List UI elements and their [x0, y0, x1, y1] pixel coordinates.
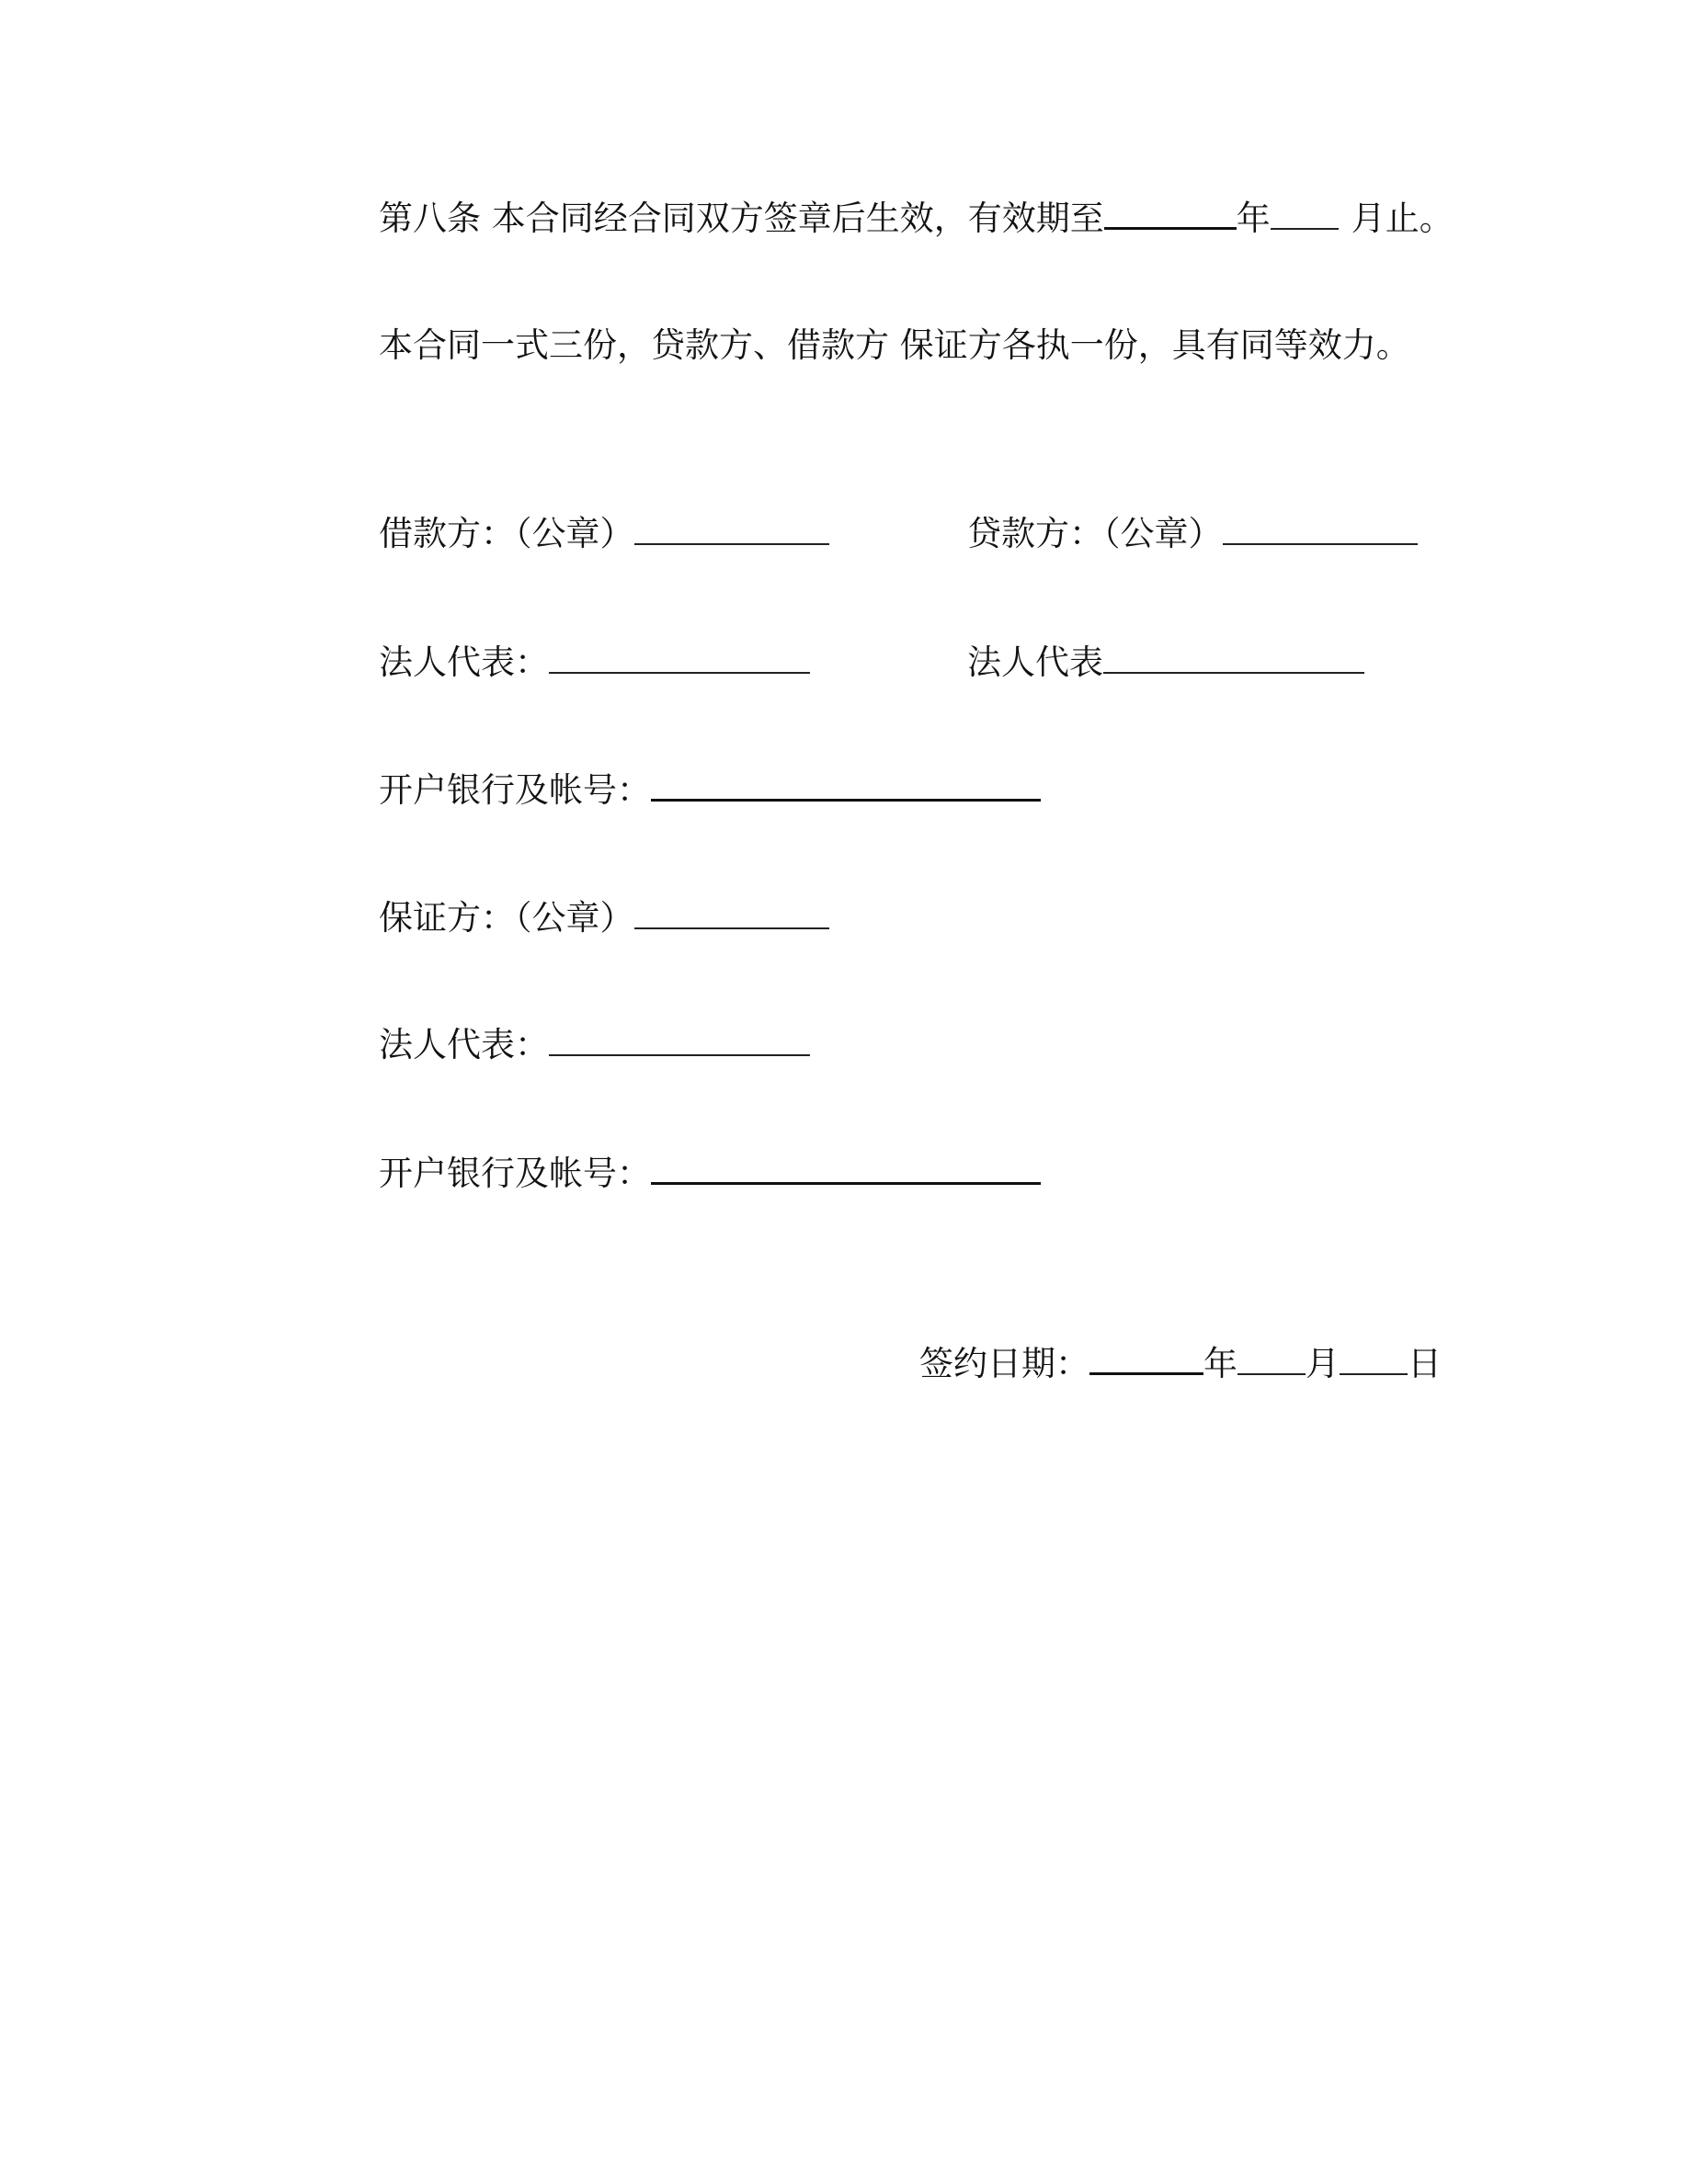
- signing-day-blank[interactable]: [1340, 1344, 1408, 1375]
- signing-month-blank[interactable]: [1237, 1344, 1306, 1375]
- lender-seal-blank[interactable]: [1223, 514, 1418, 545]
- guarantor-seal-label: 保证方：（公章）: [379, 898, 634, 938]
- guarantor-bank-blank[interactable]: [651, 1153, 1041, 1185]
- clause-8-line: [379, 197, 1454, 241]
- borrower-seal-label: 借款方：（公章）: [379, 514, 634, 553]
- lender-seal-line: [967, 512, 1418, 556]
- lender-legal-rep-label: 法人代表: [967, 643, 1103, 682]
- borrower-bank-blank[interactable]: [651, 769, 1041, 802]
- signing-day-label: 日: [1408, 1344, 1442, 1383]
- borrower-bank-line: [379, 768, 1041, 813]
- validity-year-blank[interactable]: [1104, 198, 1237, 230]
- borrower-legal-rep-blank[interactable]: [549, 643, 810, 674]
- guarantor-seal-blank[interactable]: [634, 898, 829, 929]
- copies-text: 本合同一式三份，贷款方、借款方 保证方各执一份，具有同等效力。: [379, 325, 1410, 365]
- guarantor-seal-line: [379, 896, 829, 940]
- validity-month-label: 月止。: [1351, 199, 1454, 238]
- signing-year-blank[interactable]: [1089, 1343, 1203, 1375]
- lender-legal-rep-blank[interactable]: [1103, 643, 1364, 674]
- lender-legal-rep-line: [967, 641, 1364, 685]
- borrower-seal-blank[interactable]: [634, 514, 829, 545]
- borrower-legal-rep-label: 法人代表：: [379, 643, 549, 682]
- lender-seal-label: 贷款方：（公章）: [967, 514, 1223, 553]
- clause-8-text: 第八条 本合同经合同双方签章后生效，有效期至: [379, 199, 1104, 238]
- guarantor-legal-rep-blank[interactable]: [549, 1025, 810, 1056]
- validity-month-blank[interactable]: [1271, 199, 1339, 230]
- borrower-legal-rep-line: [379, 641, 810, 685]
- guarantor-legal-rep-line: [379, 1023, 810, 1067]
- copies-line: [379, 324, 1410, 368]
- signing-date-line: [919, 1342, 1442, 1386]
- validity-year-label: 年: [1236, 199, 1271, 238]
- guarantor-bank-label: 开户银行及帐号：: [379, 1154, 651, 1193]
- guarantor-bank-line: [379, 1152, 1041, 1196]
- borrower-bank-label: 开户银行及帐号：: [379, 770, 651, 810]
- guarantor-legal-rep-label: 法人代表：: [379, 1025, 549, 1064]
- signing-date-label: 签约日期：: [919, 1344, 1089, 1383]
- signing-month-label: 月: [1306, 1344, 1340, 1383]
- signing-year-label: 年: [1203, 1344, 1237, 1383]
- borrower-seal-line: [379, 512, 829, 556]
